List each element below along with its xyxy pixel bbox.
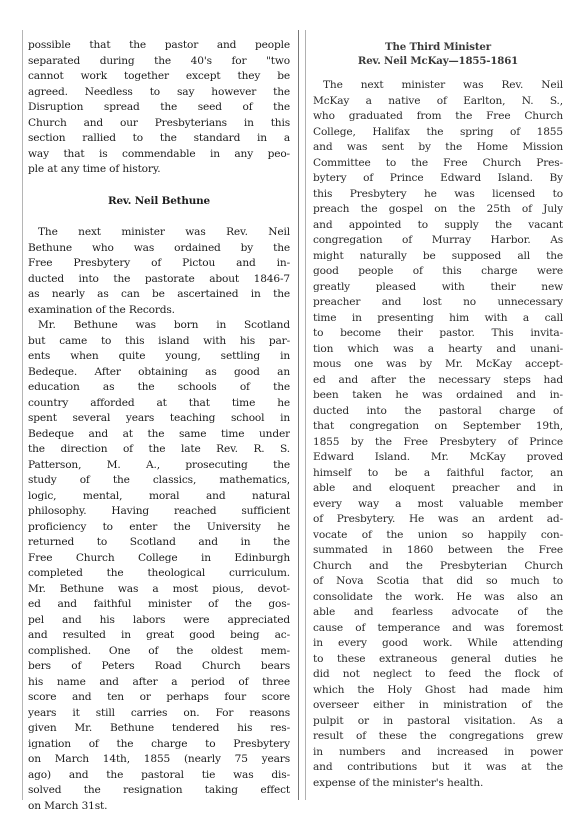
section-heading-third-minister: The Third Minister [313, 41, 563, 55]
text-line: Disruption spread the seed of the [28, 100, 290, 116]
text-line: bers of Peters Road Church bears [28, 659, 290, 675]
text-line: pel and his labors were appreciated [28, 613, 290, 629]
text-line: pulpit or in pastoral visitation. As a [313, 714, 563, 730]
text-line: cannot work together except they be [28, 69, 290, 85]
text-line: might naturally be supposed all the [313, 249, 563, 265]
right-column [313, 41, 563, 791]
text-line: ed and faithful minister of the gos- [28, 597, 290, 613]
text-line: expense of the minister's health. [313, 776, 563, 792]
text-line: greatly pleased with their new [313, 280, 563, 296]
text-line: to these extraneous general duties he [313, 652, 563, 668]
text-line: possible that the pastor and people [28, 38, 290, 54]
column-rule-right [305, 30, 306, 800]
text-line: years it still carries on. For reasons [28, 706, 290, 722]
text-line: College, Halifax the spring of 1855 [313, 125, 563, 141]
text-line: complished. One of the oldest mem- [28, 644, 290, 660]
text-line: good people of this charge were [313, 264, 563, 280]
text-line: overseer either in ministration of the [313, 698, 563, 714]
text-line: Mr. Bethune was a most pious, devot- [28, 582, 290, 598]
text-line: The next minister was Rev. Neil [313, 78, 563, 94]
text-line: country afforded at that time he [28, 396, 290, 412]
text-line: ignation of the charge to Presbytery [28, 737, 290, 753]
text-line: of Nova Scotia that did so much to [313, 574, 563, 590]
text-line: able and fearless advocate of the [313, 605, 563, 621]
text-line: his name and after a period of three [28, 675, 290, 691]
text-line: who graduated from the Free Church [313, 109, 563, 125]
text-line: Edward Island. Mr. McKay proved [313, 450, 563, 466]
text-line: time in presenting him with a call [313, 311, 563, 327]
text-line: separated during the 40's for "two [28, 54, 290, 70]
text-line: summated in 1860 between the Free [313, 543, 563, 559]
text-line: The next minister was Rev. Neil [28, 225, 290, 241]
bethune-paragraph-1 [28, 225, 290, 318]
text-line: in every good work. While attending [313, 636, 563, 652]
text-line: Mr. Bethune was born in Scotland [28, 318, 290, 334]
text-line: vocate of the union so happily con- [313, 528, 563, 544]
left-column [28, 38, 290, 814]
text-line: Church and our Presbyterians in this [28, 116, 290, 132]
text-line: consolidate the work. He was also an [313, 590, 563, 606]
text-line: completed the theological curriculum. [28, 566, 290, 582]
column-rule-middle [298, 30, 299, 800]
mckay-paragraph [313, 78, 563, 791]
section-subheading-mckay: Rev. Neil McKay—1855-1861 [313, 55, 563, 69]
text-line: which the Holy Ghost had made him [313, 683, 563, 699]
intro-paragraph [28, 38, 290, 178]
text-line: result of these the congregations grew [313, 729, 563, 745]
text-line: bytery of Prince Edward Island. By [313, 171, 563, 187]
text-line: proficiency to enter the University he [28, 520, 290, 536]
text-line: Committee to the Free Church Pres- [313, 156, 563, 172]
text-line: logic, mental, moral and natural [28, 489, 290, 505]
text-line: to become their pastor. This invita- [313, 326, 563, 342]
text-line: on March 31st. [28, 799, 290, 814]
text-line: Patterson, M. A., prosecuting the [28, 458, 290, 474]
text-line: section rallied to the standard in a [28, 131, 290, 147]
text-line: Bedeque. After obtaining as good an [28, 365, 290, 381]
text-line: agreed. Needless to say however the [28, 85, 290, 101]
text-line: Bedeque and at the same time under [28, 427, 290, 443]
text-line: and contributions but it was at the [313, 760, 563, 776]
text-line: and was sent by the Home Mission [313, 140, 563, 156]
text-line: returned to Scotland and in the [28, 535, 290, 551]
text-line: ago) and the pastoral tie was dis- [28, 768, 290, 784]
text-line: Free Presbytery of Pictou and in- [28, 256, 290, 272]
text-line: given Mr. Bethune tendered his res- [28, 721, 290, 737]
text-line: score and ten or perhaps four score [28, 690, 290, 706]
text-line: been taken he was ordained and in- [313, 388, 563, 404]
text-line: that congregation on September 19th, [313, 419, 563, 435]
text-line: philosophy. Having reached sufficient [28, 504, 290, 520]
text-line: ducted into the pastoral charge of [313, 404, 563, 420]
text-line: 1855 by the Free Presbytery of Prince [313, 435, 563, 451]
text-line: Free Church College in Edinburgh [28, 551, 290, 567]
text-line: cause of temperance and was foremost [313, 621, 563, 637]
text-line: did not neglect to feed the flock of [313, 667, 563, 683]
text-line: ple at any time of history. [28, 162, 290, 178]
text-line: preach the gospel on the 25th of July [313, 202, 563, 218]
text-line: examination of the Records. [28, 303, 290, 319]
text-line: mous one was by Mr. McKay accept- [313, 357, 563, 373]
text-line: of Presbytery. He was an ardent ad- [313, 512, 563, 528]
column-rule-left [22, 30, 23, 800]
text-line: on March 14th, 1855 (nearly 75 years [28, 752, 290, 768]
text-line: tion which was a hearty and unani- [313, 342, 563, 358]
text-line: the direction of the late Rev. R. S. [28, 442, 290, 458]
text-line: way that is commendable in any peo- [28, 147, 290, 163]
text-line: and resulted in great good being ac- [28, 628, 290, 644]
text-line: in numbers and increased in power [313, 745, 563, 761]
text-line: ed and after the necessary steps had [313, 373, 563, 389]
text-line: Church and the Presbyterian Church [313, 559, 563, 575]
text-line: ents when quite young, settling in [28, 349, 290, 365]
text-line: Bethune who was ordained by the [28, 241, 290, 257]
text-line: able and eloquent preacher and in [313, 481, 563, 497]
text-line: and appointed to supply the vacant [313, 218, 563, 234]
text-line: study of the classics, mathematics, [28, 473, 290, 489]
text-line: preacher and lost no unnecessary [313, 295, 563, 311]
text-line: but came to this island with his par- [28, 334, 290, 350]
text-line: as nearly as can be ascertained in the [28, 287, 290, 303]
text-line: solved the resignation taking effect [28, 783, 290, 799]
text-line: himself to be a faithful factor, an [313, 466, 563, 482]
text-line: spent several years teaching school in [28, 411, 290, 427]
text-line: education as the schools of the [28, 380, 290, 396]
text-line: every way a most valuable member [313, 497, 563, 513]
section-heading-bethune: Rev. Neil Bethune [28, 194, 290, 210]
bethune-paragraph-2 [28, 318, 290, 814]
text-line: McKay a native of Earlton, N. S., [313, 94, 563, 110]
text-line: congregation of Murray Harbor. As [313, 233, 563, 249]
text-line: ducted into the pastorate about 1846-7 [28, 272, 290, 288]
text-line: this Presbytery he was licensed to [313, 187, 563, 203]
